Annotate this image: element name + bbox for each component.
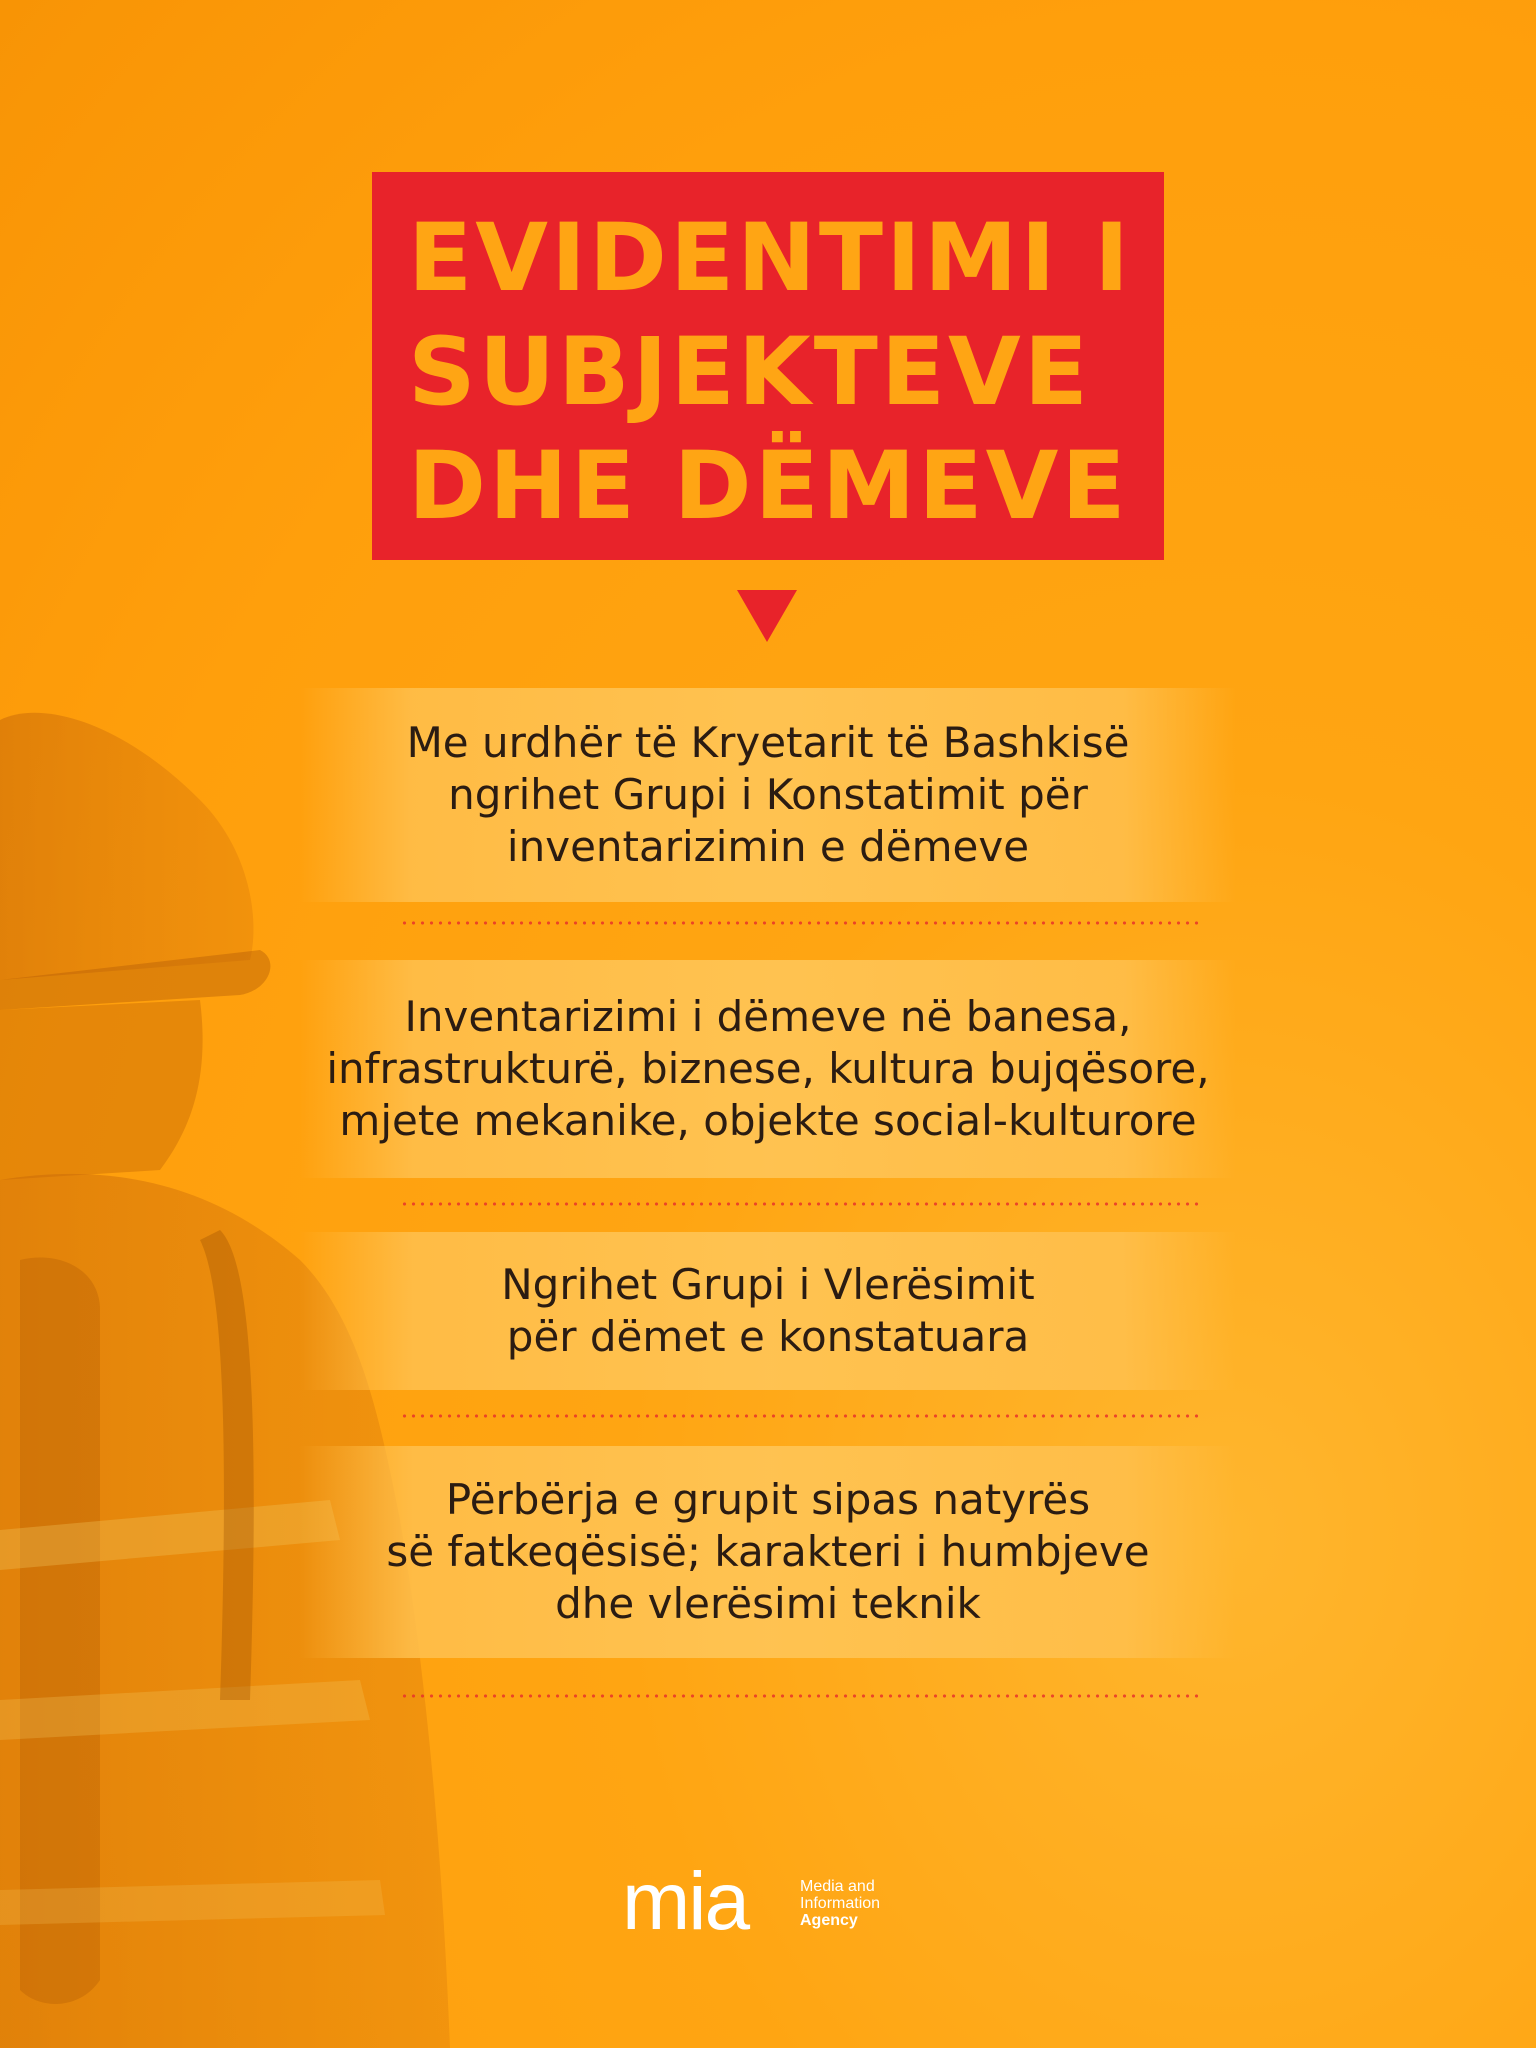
step-1-line-1: Me urdhër të Kryetarit të Bashkisë bbox=[406, 718, 1130, 767]
dotted-separator-2 bbox=[400, 1202, 1200, 1206]
title-line-2: SUBJEKTEVE bbox=[408, 318, 1091, 427]
dotted-separator-3 bbox=[400, 1414, 1200, 1418]
logo-subtitle bbox=[800, 1878, 880, 1929]
step-2-line-1: Inventarizimi i dëmeve në banesa, bbox=[404, 992, 1132, 1041]
logo-wordmark: mia bbox=[622, 1856, 749, 1947]
step-3-line-1: Ngrihet Grupi i Vlerësimit bbox=[501, 1260, 1035, 1309]
step-panel-1 bbox=[300, 688, 1236, 902]
mia-logo bbox=[622, 1856, 922, 1947]
step-1-line-3: inventarizimin e dëmeve bbox=[506, 822, 1030, 871]
step-2-line-3: mjete mekanike, objekte social-kulturore bbox=[339, 1096, 1197, 1145]
dotted-separator-1 bbox=[400, 921, 1200, 925]
logo-line-2: Information bbox=[800, 1895, 881, 1912]
step-4-line-2: së fatkeqësisë; karakteri i humbjeve bbox=[386, 1527, 1150, 1576]
title-banner bbox=[372, 172, 1164, 560]
title-line-3: DHE DËMEVE bbox=[408, 432, 1129, 541]
step-4-line-3: dhe vlerësimi teknik bbox=[555, 1579, 981, 1628]
step-panel-4 bbox=[300, 1446, 1236, 1658]
down-triangle-icon bbox=[737, 590, 797, 642]
step-2-line-2: infrastrukturë, biznese, kultura bujqësore, bbox=[326, 1044, 1210, 1093]
step-1-line-2: ngrihet Grupi i Konstatimit për bbox=[448, 770, 1088, 819]
step-panel-2 bbox=[300, 960, 1236, 1178]
title-line-1: EVIDENTIMI I bbox=[408, 204, 1133, 313]
dotted-separator-4 bbox=[400, 1694, 1200, 1698]
step-4-line-1: Përbërja e grupit sipas natyrës bbox=[445, 1475, 1091, 1524]
step-3-line-2: për dëmet e konstatuara bbox=[506, 1312, 1030, 1361]
step-panel-3 bbox=[300, 1232, 1236, 1390]
logo-line-3: Agency bbox=[800, 1912, 858, 1929]
logo-line-1: Media and bbox=[800, 1878, 875, 1895]
